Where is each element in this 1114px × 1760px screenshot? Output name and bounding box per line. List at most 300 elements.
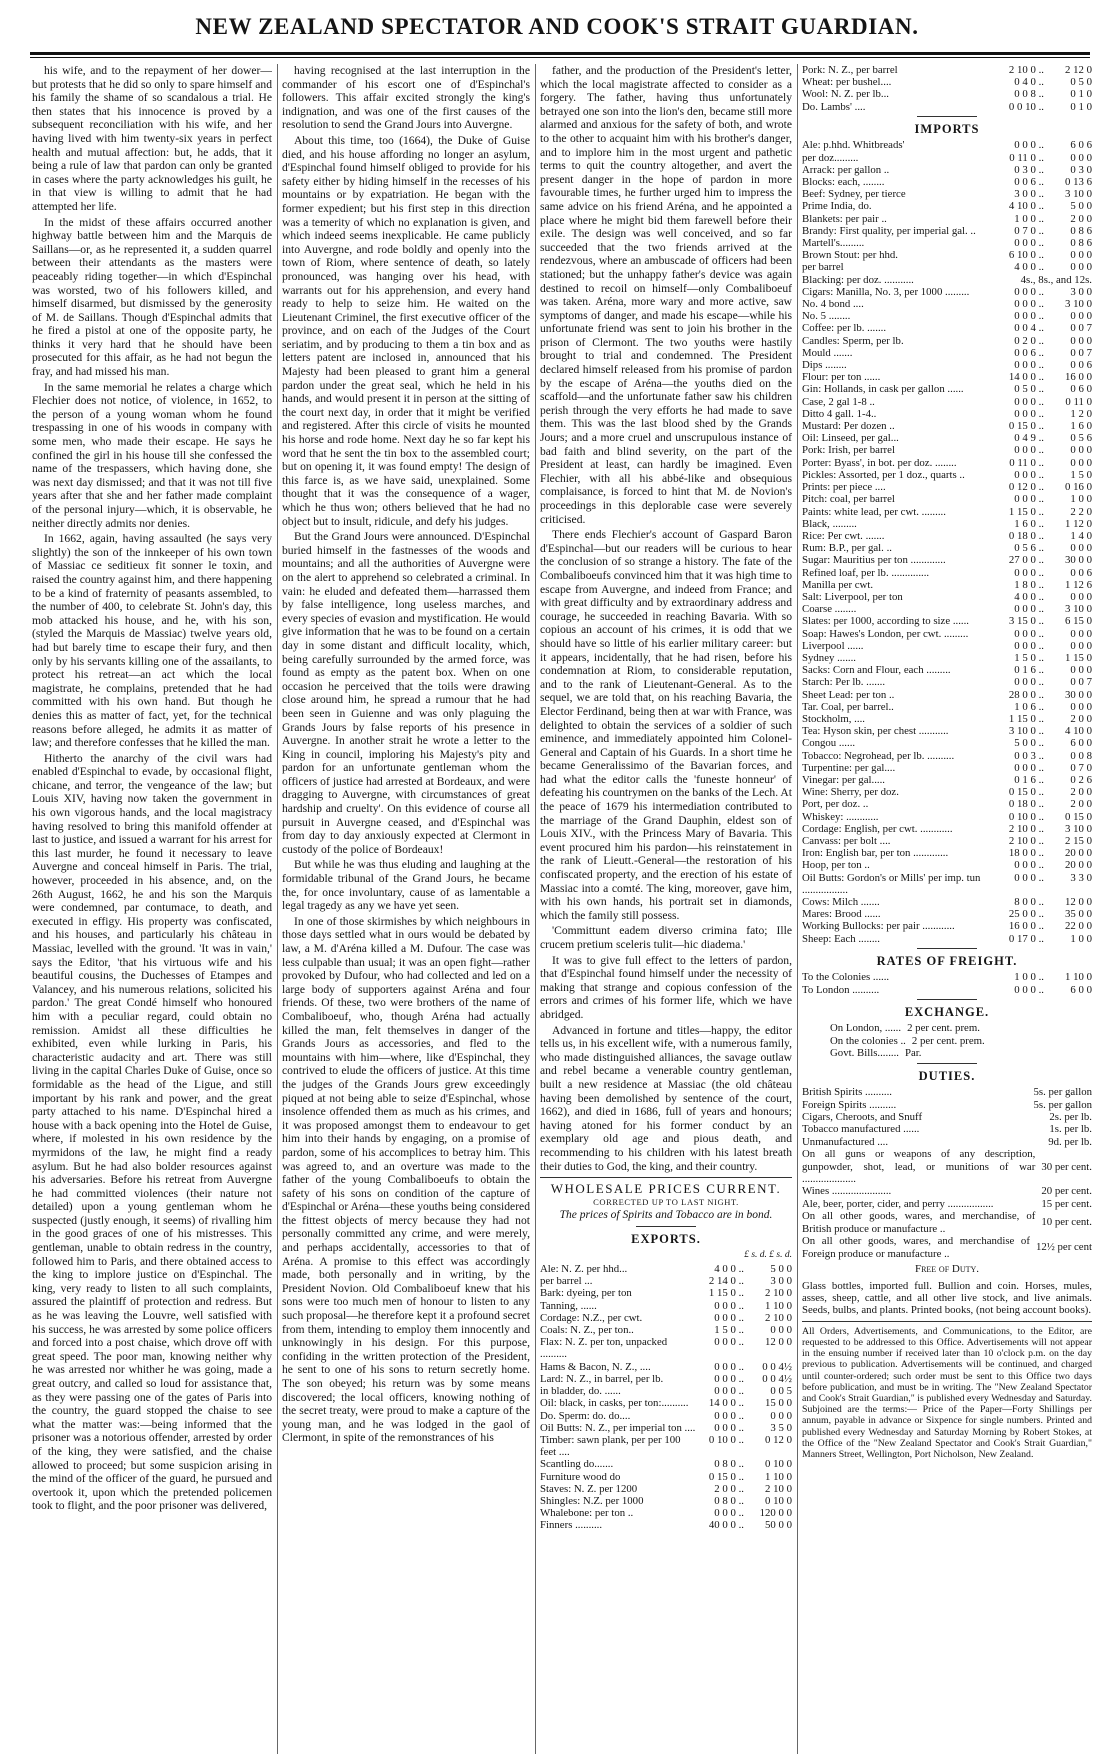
article-column-1 bbox=[32, 64, 272, 1754]
price-low: 0 0 0 .. bbox=[1014, 395, 1044, 408]
price-low: 0 0 0 .. bbox=[1014, 859, 1044, 872]
duty-row bbox=[802, 1111, 1092, 1123]
price-row bbox=[802, 896, 1092, 908]
item-name: Pork: Irish, per barrel bbox=[802, 444, 895, 457]
price-high: 0 0 0 bbox=[1070, 542, 1092, 555]
article-paragraph: About this time, too (1664), the Duke of Guise died, and his house affording no longer an asylum, d'Espinchal found himself obliged to provide for his safety either by hiding himself in the recesses of his mountains or by expatriation. He began with the former expedient; but his first step in this direction was a temerity of which no explanation is given, and which indeed seems inexplicable. He came publicly into Auvergne, and rode boldly and openly into the town of Riom, where sentence of death, so lately pronounced, was hanging over his head, with warrants out for his apprehension, and every hand ready to help to seize him. He waited on the Lieutenant Criminel, the first executive officer of the province, and on each of the Judges of the Court seriatim, and by producing to them a tin box and as letters patent are inclosed in, announced that his Majesty had been pleased to grant him a general pardon under the great seal, which he held in his hands, and would present it in person at the sitting of the court next day, in order that it might be verified and registered. After this circle of visits he mounted his horse and rode home. Next day he so far kept his word that he sent the tin box to the assembled court; but on opening it, it was found empty! The design of this farce is, as we have said, unexplained. Some thought that it was the consequence of a wager, which he thus won; others believed that he had no object but to insult, ridicule, and defy his judges. bbox=[282, 133, 530, 528]
price-low: 6 10 0 .. bbox=[1008, 249, 1044, 262]
price-row bbox=[802, 774, 1092, 786]
price-low: 0 18 0 .. bbox=[1008, 798, 1044, 811]
item-name: per barrel ... bbox=[540, 1275, 593, 1288]
prices-current-subtitle: CORRECTED UP TO LAST NIGHT. bbox=[593, 1196, 739, 1207]
article-paragraph: his wife, and to the repayment of her dower—but protests that he did so only to spare himself and his family the shame of so scandalous a trial. He then states that his innocence is proved by a subsequent reconciliation with his wife, and her having lived with him twenty-six years in perfect health and mutual affection: but, he adds, that it being a rule of law that pardon can only be granted in cases where the party acknowledges his guilt, he in that view is willing to admit that he had attempted her life. bbox=[32, 64, 272, 213]
price-low: 0 7 0 .. bbox=[1014, 224, 1044, 237]
price-row bbox=[802, 64, 1092, 76]
article-paragraph: Advanced in fortune and titles—happy, the editor tells us, in his excellent wife, with a numerous family, who made distinguished alliances, the savage outlaw and rebel became a venerable country gentleman, built a new residence at Massiac (the old château having been demolished by sentence of the court, 1662), and died in 1686, full of years and honours; having atoned for his former conduct by an exemplary old age and pious death, and recommending to his children with his latest breath their duties to God, the king, and their country. bbox=[540, 1023, 792, 1173]
price-high: 0 0 8 bbox=[1070, 749, 1092, 762]
price-row bbox=[802, 676, 1092, 688]
price-high: 0 8 6 bbox=[1070, 224, 1092, 237]
price-low: 2 14 0 .. bbox=[708, 1275, 744, 1288]
price-row bbox=[802, 811, 1092, 823]
item-name: Hoop, per ton .. bbox=[802, 859, 870, 872]
price-row bbox=[802, 713, 1092, 725]
duty-item: On all other goods, wares, and merchandise of Foreign produce or manufacture .. bbox=[802, 1235, 1030, 1260]
duty-item: Cigars, Cheroots, and Snuff bbox=[802, 1111, 923, 1124]
price-row bbox=[802, 249, 1092, 261]
item-name: Tar. Coal, per barrel.. bbox=[802, 700, 894, 713]
price-high: 6 15 0 bbox=[1065, 615, 1092, 628]
section-divider bbox=[917, 999, 977, 1000]
price-row bbox=[802, 652, 1092, 664]
price-row bbox=[540, 1300, 792, 1312]
price-high: 5 0 0 bbox=[770, 1263, 792, 1276]
item-name: Shingles: N.Z. per 1000 bbox=[540, 1494, 644, 1507]
price-high: 0 0 0 bbox=[1070, 261, 1092, 274]
price-low: 0 0 3 .. bbox=[1014, 749, 1044, 762]
item-name: Sacks: Corn and Flour, each ......... bbox=[802, 664, 951, 677]
price-low: 0 11 0 .. bbox=[1009, 151, 1044, 164]
price-low: 0 0 0 .. bbox=[1014, 468, 1044, 481]
price-row bbox=[802, 530, 1092, 542]
price-high: 2 12 0 bbox=[1065, 64, 1092, 76]
price-row bbox=[802, 518, 1092, 530]
price-high: 1 12 0 bbox=[1065, 517, 1092, 530]
price-row bbox=[540, 1458, 792, 1470]
price-low: 0 0 0 .. bbox=[1014, 310, 1044, 323]
duty-rate: 9d. per lb. bbox=[1048, 1135, 1092, 1148]
price-low: 3 10 0 .. bbox=[1008, 725, 1044, 738]
masthead-title: NEW ZEALAND SPECTATOR AND COOK'S STRAIT GUARDIAN. bbox=[195, 14, 919, 39]
price-high: 0 0 4½ bbox=[762, 1360, 792, 1373]
exports-heading: EXPORTS. bbox=[631, 1231, 701, 1246]
price-high: 3 10 0 bbox=[1065, 822, 1092, 835]
price-row bbox=[540, 1336, 792, 1360]
price-high: 3 0 0 bbox=[1070, 285, 1092, 298]
item-name: Cigars: Manilla, No. 3, per 1000 ......... bbox=[802, 285, 970, 298]
item-name: Canvass: per bolt .... bbox=[802, 834, 891, 847]
article-column-2 bbox=[282, 64, 530, 1754]
price-high: 0 0 0 bbox=[1070, 639, 1092, 652]
price-low: 4 0 0 .. bbox=[1014, 261, 1044, 274]
item-name: Dips ........ bbox=[802, 359, 847, 372]
price-low: 0 0 0 .. bbox=[1014, 493, 1044, 506]
item-name: Ale: N. Z. per hhd... bbox=[540, 1263, 628, 1276]
price-row bbox=[802, 176, 1092, 188]
article-paragraph: Hitherto the anarchy of the civil wars had enabled d'Espinchal to evade, by occasional flight, chicane, and terror, the vengeance of the law; but Louis XIV, having now taken the government in his own vigorous hands, and the local magistracy having resolved to bring this manifold offender at last to justice, and issued a warrant for his arrest for this last murder, he found it necessary to leave Auvergne and conceal himself in Paris. The trial, however, proceeded in his absence, and, on the 26th August, 1662, he and his son the Marquis were condemned, par contumace, to death, and executed in effigy. His property was confiscated, and his houses, and particularly his château in Massiac, levelled with the ground. 'It was in vain,' says the Editor, 'that his virtuous wife and his beautiful cousins, the Duchesses of Etampes and Valancey, and his numerous relations, solicited his pardon.' The great Condé himself who honoured him with a peculiar regard, could obtain no remission. Amidst all these difficulties he exhibited, even while lurking in Paris, his characteristic audacity and art. There was still living in the capital Charles Duke of Guise, once so formidable as the head of the Ligue, and still important by his rank and power, and the great party attached to his name. D'Espinchal hired a house with a back opening into the Hotel de Guise, where, if molested in his own residence by the myrmidons of the law, he might find a ready asylum. But he had also bolder resources against his adversaries. Before his retreat from Auvergne he had committed violences (their nature not detailed) upon a young gentleman whom he suspected (justly enough, it seems) of rivalling him in the good graces of one of his mistresses. This gentleman, unable to obtain redress in the country, followed him to Paris, and there obtained access to the king to implore justice on d'Espinchal. The king, very ready to listen to all such complaints, assured the plaintiff of protection and redress. But as he was leaving the Louvre, well satisfied with his success, he was arrested by some police officers and forced into a post chaise, which drove off with great speed. The poor man, knowing neither why he was arrested nor whither he was going, made a great outcry, and called so loud for assistance that, as they were passing one of the gates of Paris into the country, the guard stopped the chaise to see what the matter was:—being informed that the prisoner was a notorious offender, arrested by order of the king, they were satisfied, and the chaise allowed to proceed; but some suspicion arising in the mind of the officer of the guard, he pursued and overtook it, upon which the pretended policemen took to flight, and the poor prisoner was delivered, bbox=[32, 751, 272, 1513]
price-row bbox=[802, 261, 1092, 273]
duties-heading: DUTIES. bbox=[918, 1068, 976, 1083]
item-name: Flax: N. Z. per ton, unpacked .......... bbox=[540, 1336, 668, 1361]
exchange-place: On the colonies .. bbox=[830, 1034, 906, 1047]
price-low: 0 1 6 .. bbox=[1014, 773, 1044, 786]
price-row bbox=[540, 1495, 792, 1507]
price-row bbox=[540, 1410, 792, 1422]
price-high: 2 0 0 bbox=[1070, 712, 1092, 725]
price-row bbox=[540, 1263, 792, 1275]
item-name: Wool: N. Z. per lb... bbox=[802, 88, 889, 101]
price-high: 0 5 6 bbox=[1070, 432, 1092, 445]
duty-row bbox=[802, 1210, 1092, 1235]
price-low: 0 8 0 .. bbox=[714, 1494, 744, 1507]
price-high: 0 12 0 bbox=[765, 1433, 792, 1446]
price-low: 4 10 0 .. bbox=[1008, 200, 1044, 213]
price-high: 0 0 0 bbox=[1070, 700, 1092, 713]
item-name: Blacking: per doz. ........... bbox=[802, 273, 914, 286]
item-name: Furniture wood do bbox=[540, 1470, 621, 1483]
item-name: Bark: dyeing, per ton bbox=[540, 1287, 632, 1300]
price-low: 0 15 0 .. bbox=[1008, 420, 1044, 433]
price-high: 0 0 7 bbox=[1070, 346, 1092, 359]
duty-row bbox=[802, 1136, 1092, 1148]
price-row bbox=[802, 322, 1092, 334]
price-row bbox=[802, 579, 1092, 591]
article-paragraph: father, and the production of the President's letter, which the local magistrate affected to consider as a forgery. The father, having thus unfortunately betrayed one son into the lion's den, became still more alarmed and anxious for the safety of both, and wrote to the other to acquaint him with his brother's danger, and to implore him in the most urgent and pathetic terms to quit the country altogether, and avert the present danger in the hope of pardon in more favourable times, he further urged him to impress the same advice on his friend Aréna, and he appointed a place where he might bid them farewell before their exile. The design was well conceived, and so far succeeded that the two friends arrived at the rendezvous, where an ambuscade of officers had been stationed; but the unhappy father's device was again destined to recoil on himself—only Combaliboeuf was taken. Aréna, more wary and more active, saw symptoms of danger, and made his escape—while his unfortunate friend was sent to join his brother in the prison of Clermont. The two youths were hastily brought to trial and condemned. The President declared himself released from his promise of pardon by the escape of Aréna—the youths died on the scaffold—and the unfortunate father saw his children perish through the very efforts he had made to save them. This was the last blood shed by the Grands Jours; and a more cruel and unscrupulous instance of bad faith and blind severity, on the part of the President at least, can hardly be imagined. Even Flechier, with all his abbé-like and obsequious complaisance, is forced to hint that M. de Novion's proceedings in this deplorable case were severely criticised. bbox=[540, 64, 792, 526]
item-name: To the Colonies ...... bbox=[802, 971, 890, 984]
price-row bbox=[802, 798, 1092, 810]
price-row bbox=[802, 971, 1092, 983]
masthead-rule-thin bbox=[30, 57, 1090, 58]
item-name: Finners .......... bbox=[540, 1519, 603, 1532]
column-divider bbox=[797, 64, 798, 1754]
price-low: 0 0 0 .. bbox=[714, 1385, 744, 1398]
price-low: 0 11 0 .. bbox=[1009, 456, 1044, 469]
exchange-place: Govt. Bills........ bbox=[830, 1047, 899, 1060]
price-high: 0 0 5 bbox=[770, 1385, 792, 1398]
price-row bbox=[802, 725, 1092, 737]
article-paragraph: But the Grand Jours were announced. D'Espinchal buried himself in the fastnesses of the woods and mountains; and all the authorities of Auvergne were on the alert to apprehend so celebrated a criminal. In vain: he eluded and defeated them—harrassed them by false intelligence, long useless marches, and every species of evasion and mystification. He would give information that he was to be found on a certain day in some distant and difficult locality, which, being carefully surrounded by the armed force, was found as empty as the patent box. When on one occasion he perceived that the toils were drawing close around him, he spread a rumour that he had been seen in Guienne and was only plaguing the Grands Jours by false reports of his presence in Auvergne. In another strait he wrote a letter to the King in council, imploring his Majesty's pity and pardon for an unfortunate gentleman whom the officers of justice had arrested at Bordeaux, and were dragging to Auvergne, with circumstances of great hardship and cruelty'. On this evidence of course all pursuit in Auvergne ceased, and d'Espinchal was from day to day anxiously expected at Clermont in custody of the police of Bordeaux! bbox=[282, 530, 530, 856]
item-name: Vinegar: per gal..... bbox=[802, 773, 885, 786]
price-high: 0 0 0 bbox=[1070, 334, 1092, 347]
price-low: 1 6 0 .. bbox=[1014, 517, 1044, 530]
item-name: Working Bullocks: per pair ............ bbox=[802, 920, 955, 933]
item-name: Do. Sperm: do. do.... bbox=[540, 1409, 631, 1422]
price-low: 0 17 0 .. bbox=[1008, 932, 1044, 945]
price-low: 0 0 0 .. bbox=[1014, 237, 1044, 250]
price-row bbox=[802, 847, 1092, 859]
article-paragraph: In the same memorial he relates a charge which Flechier does not notice, of violence, in 1652, to the person of a young woman whom he found trespassing in one of his woods in company with some men, who made their escape. He says he confined the girl in his house till she confessed the name of the trespassers, which having done, she was next day dismissed; and that it was not till five years after that she and her father made complaint of the personal injury—which, it is observable, he neither directly admits nor denies. bbox=[32, 380, 272, 530]
item-name: Wheat: per bushel.... bbox=[802, 76, 892, 89]
price-low: 4 0 0 .. bbox=[1014, 590, 1044, 603]
duty-item: Foreign Spirits .......... bbox=[802, 1098, 897, 1111]
price-low: 0 12 0 .. bbox=[1008, 481, 1044, 494]
article-column-3-text bbox=[540, 64, 792, 1173]
price-low: 0 15 0 .. bbox=[708, 1470, 744, 1483]
exchange-row bbox=[830, 1022, 1092, 1034]
price-low: 0 0 0 .. bbox=[1014, 761, 1044, 774]
article-paragraph: 'Committunt eadem diverso crimina fato; Ille crucem pretium sceleris tulit—hic diadema.' bbox=[540, 924, 792, 951]
item-name: Do. Lambs' .... bbox=[802, 100, 866, 113]
price-row bbox=[802, 872, 1092, 896]
price-row bbox=[540, 1361, 792, 1373]
duty-rate: 20 per cent. bbox=[1041, 1185, 1092, 1198]
price-row bbox=[540, 1385, 792, 1397]
price-row bbox=[540, 1312, 792, 1324]
price-row bbox=[540, 1287, 792, 1299]
item-name: Hams & Bacon, N. Z., .... bbox=[540, 1360, 651, 1373]
price-low: 0 0 0 .. bbox=[1014, 407, 1044, 420]
item-name: Prints: per piece .... bbox=[802, 481, 886, 494]
price-row bbox=[802, 603, 1092, 615]
price-row bbox=[540, 1275, 792, 1287]
prices-column bbox=[802, 64, 1092, 1754]
price-high: 3 0 0 bbox=[770, 1275, 792, 1288]
item-name: Pickles: Assorted, per 1 doz., quarts .. bbox=[802, 468, 965, 481]
section-divider bbox=[917, 1063, 977, 1064]
imports-table bbox=[802, 139, 1092, 944]
price-row bbox=[802, 408, 1092, 420]
item-name: Rum: B.P., per gal. .. bbox=[802, 542, 892, 555]
item-name: Paints: white lead, per cwt. ......... bbox=[802, 505, 946, 518]
duty-rate: 15 per cent. bbox=[1041, 1197, 1092, 1210]
price-row bbox=[802, 506, 1092, 518]
price-high: 0 0 0 bbox=[1070, 664, 1092, 677]
price-high: 0 0 4½ bbox=[762, 1372, 792, 1385]
price-row bbox=[540, 1373, 792, 1385]
price-row bbox=[540, 1422, 792, 1434]
price-low: 1 15 0 .. bbox=[1008, 505, 1044, 518]
price-low: 0 0 0 .. bbox=[1014, 871, 1044, 884]
price-low: 0 0 0 .. bbox=[1014, 285, 1044, 298]
duty-item: On all other goods, wares, and merchandise, of British produce or manufacture .. bbox=[802, 1210, 1036, 1235]
item-name: Flour: per ton ...... bbox=[802, 371, 881, 384]
item-name: per barrel bbox=[802, 261, 844, 274]
duty-row bbox=[802, 1235, 1092, 1260]
price-high: 1 10 0 bbox=[765, 1299, 792, 1312]
item-name: Mares: Brood ...... bbox=[802, 908, 881, 921]
duty-item: Wines ...................... bbox=[802, 1185, 892, 1198]
item-name: Coffee: per lb. ....... bbox=[802, 322, 887, 335]
column-divider bbox=[277, 64, 278, 1754]
price-row bbox=[802, 274, 1092, 286]
price-high: 0 1 0 bbox=[1070, 88, 1092, 101]
section-divider bbox=[636, 1226, 696, 1227]
price-high: 0 8 6 bbox=[1070, 237, 1092, 250]
price-high: 15 0 0 bbox=[765, 1397, 792, 1410]
exchange-heading: EXCHANGE. bbox=[904, 1004, 990, 1019]
price-low: 0 0 0 .. bbox=[1014, 627, 1044, 640]
item-name: Martell's......... bbox=[802, 237, 865, 250]
price-row bbox=[802, 310, 1092, 322]
item-name: Sheep: Each ........ bbox=[802, 932, 880, 945]
price-high: 4 10 0 bbox=[1065, 725, 1092, 738]
exports-table bbox=[540, 1263, 792, 1531]
item-name: Sheet Lead: per ton .. bbox=[802, 688, 895, 701]
item-name: Cordage: English, per cwt. ............ bbox=[802, 822, 953, 835]
column-divider bbox=[535, 64, 536, 1754]
price-low: 0 8 0 .. bbox=[714, 1458, 744, 1471]
price-low: 0 2 0 .. bbox=[1014, 334, 1044, 347]
duty-row bbox=[802, 1148, 1092, 1185]
exchange-rate: 2 per cent. prem. bbox=[911, 1034, 985, 1047]
price-high: 0 2 6 bbox=[1070, 773, 1092, 786]
price-high: 0 16 0 bbox=[1065, 481, 1092, 494]
price-low: 1 5 0 .. bbox=[714, 1324, 744, 1337]
article-paragraph: There ends Flechier's account of Gaspard Baron d'Espinchal—but our readers will be curious to hear the conclusion of so strange a history. The fate of the Combaliboeufs convinced him that it was high time to escape from Auvergne, and indeed from France; and with great difficulty and by extraordinary address and courage, he succeeded in reaching Bavaria. With so copious an account of his crimes, it is odd that we should have so little of his earlier military career: but it appears, incidentally, that he had risen, before his condemnation at Riom, to considerable reputation, and to the rank of Lieutenant-General. As to the sequel, we are told that, on his reaching Bavaria, the Elector Ferdinand, being then at war with France, was delighted to obtain the services of a soldier of such eminence, and immediately appointed him Colonel-General and Captain of his Guards. In a short time he became Generalissimo of the Bavarian forces, and had what the editor calls the 'funeste honneur' of defeating his countrymen on the banks of the Lech. At the peace of 1679 his intermediation contributed to the marriage of the Grand Dauphin, eldest son of Louis XIV., with the Princess Mary of Bavaria. This event procured him his pardon—his reinstatement in the rank of Lieutt.-General—the restoration of his confiscated property, and the erection of his estate of Massiac into a comté. The king, moreover, gave him, with his own hands, his portrait set in diamonds, which the family still possess. bbox=[540, 528, 792, 922]
price-row bbox=[802, 469, 1092, 481]
price-low: 0 0 4 .. bbox=[1014, 322, 1044, 335]
price-row bbox=[802, 200, 1092, 212]
price-low: 27 0 0 .. bbox=[1008, 554, 1044, 567]
section-divider bbox=[802, 1321, 1092, 1322]
item-name: Tea: Hyson skin, per chest ........... bbox=[802, 725, 949, 738]
duty-rate: 5s. per gallon bbox=[1033, 1098, 1092, 1111]
item-name: Whiskey: ............ bbox=[802, 810, 879, 823]
price-low: 4 0 0 .. bbox=[714, 1263, 744, 1276]
prices-current-note: The prices of Spirits and Tobacco are in bond. bbox=[559, 1209, 773, 1222]
exchange-row bbox=[830, 1047, 1092, 1059]
duty-row bbox=[802, 1198, 1092, 1210]
price-low: 0 0 0 .. bbox=[714, 1360, 744, 1373]
price-high: 1 10 0 bbox=[1065, 971, 1092, 984]
duty-item: Unmanufactured .... bbox=[802, 1135, 889, 1148]
item-name: Porter: Byass', in bot. per doz. ........ bbox=[802, 456, 957, 469]
price-low: 0 10 0 .. bbox=[708, 1433, 744, 1446]
duty-item: Ale, beer, porter, cider, and perry ................. bbox=[802, 1197, 994, 1210]
price-low: 2 10 0 .. bbox=[1008, 64, 1044, 76]
price-row bbox=[802, 933, 1092, 945]
price-row bbox=[802, 640, 1092, 652]
price-low: 0 0 0 .. bbox=[1014, 676, 1044, 689]
price-row bbox=[802, 76, 1092, 88]
price-high: 1 0 0 bbox=[1070, 493, 1092, 506]
price-high: 6 0 6 bbox=[1070, 139, 1092, 152]
price-high: 0 0 7 bbox=[1070, 322, 1092, 335]
price-high: 0 10 0 bbox=[765, 1494, 792, 1507]
price-row bbox=[802, 139, 1092, 151]
price-row bbox=[802, 835, 1092, 847]
price-low: 0 0 0 .. bbox=[1014, 444, 1044, 457]
item-name: Cordage: N.Z., per cwt. bbox=[540, 1311, 643, 1324]
price-row bbox=[802, 689, 1092, 701]
price-low: 0 0 0 .. bbox=[1014, 983, 1044, 996]
duty-row bbox=[802, 1086, 1092, 1098]
item-name: No. 5 ........ bbox=[802, 310, 851, 323]
price-high: 0 11 0 bbox=[1065, 395, 1092, 408]
free-of-duty-heading: Free of Duty. bbox=[914, 1262, 980, 1275]
price-high: 2 10 0 bbox=[765, 1287, 792, 1300]
price-row bbox=[802, 701, 1092, 713]
price-high: 2 0 0 bbox=[1070, 798, 1092, 811]
price-low: 0 0 0 .. bbox=[1014, 139, 1044, 152]
item-name: Timber: sawn plank, per per 100 feet .... bbox=[540, 1433, 681, 1459]
item-name: Oil Butts: N. Z., per imperial ton .... bbox=[540, 1421, 696, 1434]
price-row bbox=[802, 908, 1092, 920]
price-row bbox=[802, 213, 1092, 225]
price-high: 12 0 0 bbox=[765, 1336, 792, 1349]
price-row bbox=[802, 432, 1092, 444]
price-row bbox=[802, 615, 1092, 627]
item-name: in bladder, do. ...... bbox=[540, 1385, 621, 1398]
price-row bbox=[540, 1519, 792, 1531]
price-high: 120 0 0 bbox=[759, 1507, 792, 1520]
item-name: Ale: p.hhd. Whitbreads' bbox=[802, 139, 905, 152]
duty-item: British Spirits .......... bbox=[802, 1086, 892, 1099]
price-high: 6 0 0 bbox=[1070, 737, 1092, 750]
price-low: 0 0 0 .. bbox=[1014, 359, 1044, 372]
price-low: 1 0 0 .. bbox=[1014, 212, 1044, 225]
duty-rate: 30 per cent. bbox=[1041, 1160, 1092, 1173]
price-low: 2 10 0 .. bbox=[1008, 834, 1044, 847]
item-name: Port, per doz. .. bbox=[802, 798, 869, 811]
price-row bbox=[802, 152, 1092, 164]
price-high: 0 7 0 bbox=[1070, 761, 1092, 774]
price-row bbox=[802, 444, 1092, 456]
price-low: 0 0 0 .. bbox=[1014, 298, 1044, 311]
exchange-rate: 2 per cent. prem. bbox=[907, 1022, 980, 1035]
price-low: 1 8 0 .. bbox=[1014, 578, 1044, 591]
price-high: 16 0 0 bbox=[1065, 371, 1092, 384]
price-low: 14 0 0 .. bbox=[708, 1397, 744, 1410]
item-name: Scantling do....... bbox=[540, 1458, 614, 1471]
item-name: Black, ......... bbox=[802, 517, 857, 530]
price-row bbox=[802, 664, 1092, 676]
price-low: 0 1 6 .. bbox=[1014, 664, 1044, 677]
price-high: 3 5 0 bbox=[770, 1421, 792, 1434]
price-high: 2 0 0 bbox=[1070, 212, 1092, 225]
item-name: Congou ...... bbox=[802, 737, 856, 750]
price-high: 5 0 0 bbox=[1070, 200, 1092, 213]
price-low: 0 0 0 .. bbox=[1014, 639, 1044, 652]
price-low: 0 0 0 .. bbox=[714, 1507, 744, 1520]
item-name: Oil: Linseed, per gal... bbox=[802, 432, 899, 445]
item-name: Pork: N. Z., per barrel bbox=[802, 64, 898, 76]
price-row bbox=[802, 750, 1092, 762]
free-of-duty-list: Glass bottles, imported full. Bullion and coin. Horses, mules, asses, sheep, cattle, and all other live stock, and live animals. Seeds, bulbs, and plants. Printed books, (not being account books). bbox=[802, 1279, 1092, 1317]
price-high: 1 4 0 bbox=[1070, 529, 1092, 542]
price-low: 3 15 0 .. bbox=[1008, 615, 1044, 628]
item-name: Arrack: per gallon .. bbox=[802, 163, 890, 176]
price-row bbox=[802, 984, 1092, 996]
price-row bbox=[802, 383, 1092, 395]
price-low: 0 4 9 .. bbox=[1014, 432, 1044, 445]
price-low: 2 0 0 .. bbox=[714, 1482, 744, 1495]
price-low: 0 0 8 .. bbox=[1014, 88, 1044, 101]
article-paragraph: In one of those skirmishes by which neighbours in those days settled what in ours would be debated by law, a M. d'Aréna killed a M. Dufour. The case was less culpable than usual; it was an open fight—rather provoked by Dufour, who had collected and led on a large body of supporters against Aréna and four friends. Of these, two were brothers of the name of Combaliboeuf, who, though Aréna had actually killed the man, felt themselves in danger of the Grands Jours as accessories, and fled to the mountains with him—where, like d'Espinchal, they contrived to elude the officers of justice. At this time the judges of the Grands Jours grew exceedingly piqued at not being able to seize d'Espinchal, whose insolence offended them as much as his crimes, and it was proposed amongst them to endeavour to get him into their hands by engaging, on a promise of pardon, some of his accomplices to betray him. This was agreed to, and an overture was made to the father of the young Combaliboeufs to obtain the safety of his sons on condition of the capture of d'Espinchal or Aréna—these youths being considered the fittest objects of mercy because they had not personally committed any crime, and were merely, and perhaps accidentally, accessories to that of Aréna. A promise to this effect was accordingly made, both personally and in writing, by the President Novion. Old Combaliboeuf knew that his sons were too much men of honour to listen to any such proposal—he therefore kept it a profound secret from them, intending to employ them innocently and unknowingly in his design. For this purpose, confiding in the written protection of the President, he sent to one of his sons to return secretly home. The son obeyed; his return was by some means discovered; the local officers, knowing nothing of the secret treaty, were proud to make a capture of the young man, and he was lodged in the gaol of Clermont, in spite of the remonstrances of his bbox=[282, 914, 530, 1445]
exports-continued-table bbox=[802, 64, 1092, 113]
item-name: Turpentine: per gal.... bbox=[802, 761, 896, 774]
item-name: Prime India, do. bbox=[802, 200, 872, 213]
price-low: 0 10 0 .. bbox=[1008, 810, 1044, 823]
price-low: 1 15 0 .. bbox=[708, 1287, 744, 1300]
price-high: 30 0 0 bbox=[1065, 554, 1092, 567]
price-row bbox=[802, 101, 1092, 113]
article-paragraph: In 1662, again, having assaulted (he says very slightly) the son of the innkeeper of his own town of Massiac ce seditieux fit sonner le toxin, and raised the country against him, and there happening to be a kind of fraternity of peasants assembled, to the number of 400, to celebrate St. John's day, this mob attacked his house, and he, with his son, (styled the Marquis de Massiac) twelve years old, had but barely time to escape their fury, and then only by his servants killing one of the assailants, to protect his retreat—an act which the local magistrate, he complains, pretended that he had committed with his own hand. But though he denies this as matter of fact, yet, for the technical reasons before alleged, he admits it as matter of law; and therefore confesses that he killed the man. bbox=[32, 532, 272, 750]
price-row bbox=[540, 1471, 792, 1483]
item-name: Lard: N. Z., in barrel, per lb. bbox=[540, 1372, 664, 1385]
section-divider bbox=[540, 1177, 792, 1178]
price-row bbox=[802, 859, 1092, 871]
price-row bbox=[802, 359, 1092, 371]
price-high: 3 10 0 bbox=[1065, 298, 1092, 311]
price-high: 3 10 0 bbox=[1065, 188, 1092, 201]
item-name: Tanning, ...... bbox=[540, 1299, 597, 1312]
price-row bbox=[802, 237, 1092, 249]
article-paragraph: In the midst of these affairs occurred another highway battle between him and the Marquis de Saillans—or, as he represented it, a sudden quarrel between their attendants as the masters were peaceably riding together—in which d'Espinchal was worsted, two of his followers killed, and himself disarmed, but dismissed by the generosity of M. de Saillans. Though d'Espinchal admits that he fired a pistol at one of the opposite party, he thinks it very hard that he should have been prosecuted for this affair, as he had not begun the fray, and had missed his man. bbox=[32, 215, 272, 379]
item-name: Candles: Sperm, per lb. bbox=[802, 334, 904, 347]
price-row bbox=[540, 1434, 792, 1458]
price-high: 0 6 0 bbox=[1070, 383, 1092, 396]
price-high: 2 10 0 bbox=[765, 1482, 792, 1495]
item-name: Slates: per 1000, according to size ...... bbox=[802, 615, 970, 628]
duties-list bbox=[802, 1086, 1092, 1260]
price-row bbox=[540, 1324, 792, 1336]
price-low: 4s., 8s., and 12s. bbox=[1020, 273, 1092, 286]
item-name: Tobacco: Negrohead, per lb. .......... bbox=[802, 749, 955, 762]
item-name: Iron: English bar, per ton ............. bbox=[802, 847, 949, 860]
prices-current-title: WHOLESALE PRICES CURRENT. bbox=[550, 1181, 782, 1197]
price-high: 6 0 0 bbox=[1070, 983, 1092, 996]
price-high: 0 0 0 bbox=[770, 1324, 792, 1337]
